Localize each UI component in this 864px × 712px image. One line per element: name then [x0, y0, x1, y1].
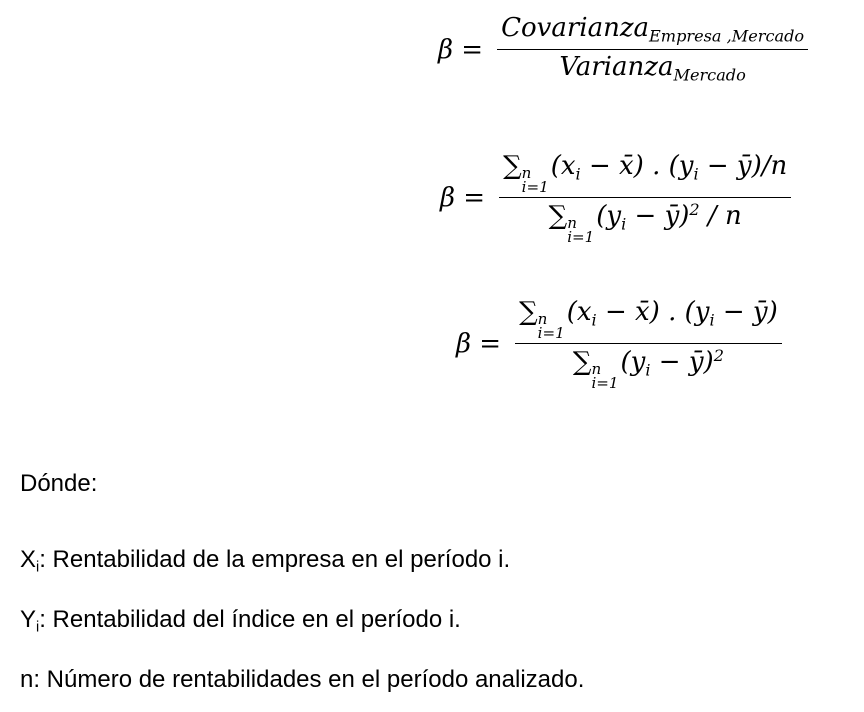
summation-limits: [521, 163, 549, 197]
numerator-body-end: − ȳ)/n: [698, 151, 788, 181]
summation-fraction: [515, 298, 782, 391]
sum-lower-limit: i=1: [567, 228, 595, 247]
definition-y: [20, 606, 461, 635]
fraction-bar: [499, 197, 791, 198]
summation-limits: [567, 216, 594, 245]
fraction-numerator: [499, 151, 791, 197]
sum-lower-limit: i=1: [521, 178, 549, 197]
beta-lhs: β =: [440, 183, 486, 214]
index-subscript: i: [621, 214, 627, 234]
denominator-body-start: (y: [596, 201, 622, 232]
power-superscript: 2: [713, 346, 724, 366]
y-description: : Rentabilidad del índice en el período i.: [39, 606, 461, 633]
numerator-body-start: (x: [566, 297, 592, 327]
beta-definition-formula: [438, 14, 808, 85]
fraction-denominator: [555, 53, 749, 85]
denominator-body-end: / n: [699, 201, 742, 232]
numerator-body-end: − ȳ): [714, 297, 778, 327]
denominator-body-middle: − ȳ): [626, 201, 690, 232]
covariance-subscript: Empresa ,Mercado: [649, 26, 805, 46]
summation-symbol: ∑: [548, 201, 568, 232]
denominator-body-start: (y: [620, 347, 646, 378]
variance-term: Varianza: [559, 52, 674, 83]
numerator-body-start: (x: [550, 151, 576, 181]
numerator-body-middle: − x̄) . (y: [580, 151, 694, 181]
y-subscript: i: [36, 619, 40, 636]
sum-upper-limit: n: [567, 214, 577, 233]
x-subscript: i: [36, 559, 40, 576]
beta-summation-formula: [456, 298, 782, 391]
covariance-over-variance-fraction: [497, 14, 808, 85]
y-variable: Y: [20, 606, 37, 633]
fraction-numerator: [515, 297, 782, 343]
summation-symbol: ∑: [503, 151, 522, 181]
summation-limits: [537, 309, 565, 343]
sum-upper-limit: n: [537, 309, 548, 328]
fraction-denominator: [569, 346, 728, 393]
power-superscript: 2: [689, 200, 700, 220]
summation-fraction: [499, 152, 791, 245]
index-subscript: i: [709, 310, 715, 330]
index-subscript: i: [645, 360, 651, 380]
index-subscript: i: [693, 164, 699, 184]
x-description: : Rentabilidad de la empresa en el período i.: [39, 546, 511, 573]
x-variable: X: [20, 546, 37, 573]
summation-symbol: ∑: [519, 297, 538, 327]
sum-upper-limit: n: [591, 360, 602, 379]
sum-lower-limit: i=1: [591, 374, 619, 393]
variance-subscript: Mercado: [673, 65, 746, 85]
fraction-denominator: [545, 200, 746, 247]
denominator-body-middle: − ȳ): [650, 347, 714, 378]
sum-upper-limit: n: [521, 163, 532, 182]
beta-lhs: β =: [438, 34, 484, 65]
numerator-body-middle: − x̄) . (y: [596, 297, 710, 327]
definitions-heading: Dónde:: [20, 470, 98, 497]
fraction-numerator: [497, 14, 808, 46]
sum-lower-limit: i=1: [537, 324, 565, 343]
index-subscript: i: [591, 310, 597, 330]
summation-symbol: ∑: [572, 347, 592, 378]
beta-summation-formula-with-n: [440, 152, 791, 245]
definition-n: n: Número de rentabilidades en el período analizado.: [20, 666, 585, 693]
index-subscript: i: [575, 164, 581, 184]
summation-limits: [591, 362, 618, 391]
fraction-bar: [497, 49, 808, 50]
covariance-term: Covarianza: [501, 13, 650, 43]
beta-lhs: β =: [456, 329, 502, 360]
fraction-bar: [515, 343, 782, 344]
definition-x: [20, 546, 510, 575]
